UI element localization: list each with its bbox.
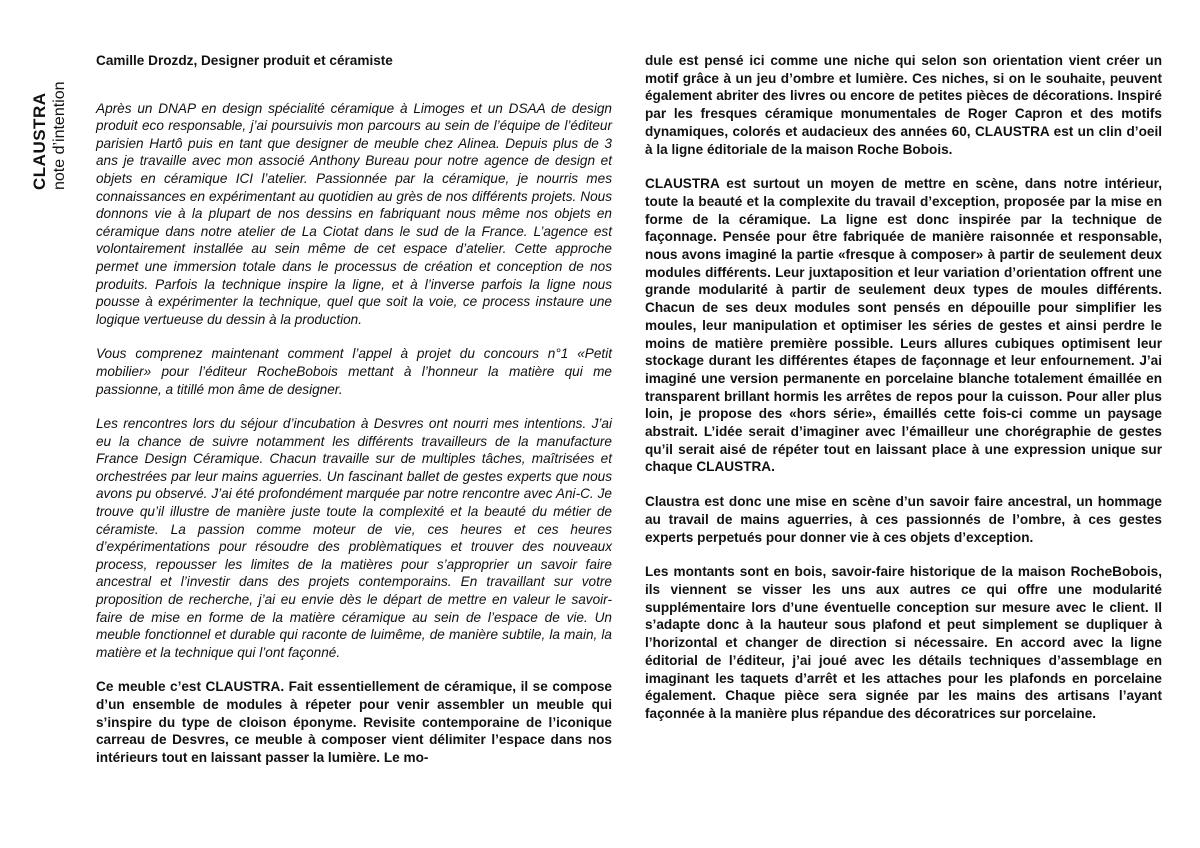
document-title: CLAUSTRA [30,92,49,190]
left-paragraph-desvres: Les rencontres lors du séjour d’incubation à Desvres ont nourri mes intentions. J’ai eu la chance de suivre notamment les différents travailleurs de la manufacture France Design Céramique. Chacun travaille sur de multiples tâches, maîtrisées et orchestrées par leur mains aguerries. Un fascinant ballet de gestes experts que nous avons pu observé. J’ai été profondément marquée par notre rencontre avec Ani-C. Je trouve qu’il illustre de manière juste toute la complexité et la beauté du métier de céramiste. La passion comme moteur de vie, ces heures et ces heures d’expérimentations pour résoudre des problèmatiques et trouver des nouveaux process, repousser les limites de la matières pour s’approprier un savoir faire ancestral et l’investir dans des projets contemporains. En travaillant sur votre proposition de recherche, j’ai eu envie dès le départ de mettre en valeur le savoir-faire de mise en forme de la matière céramique au sein de l’espace de vie. Un meuble fonctionnel et durable qui raconte de luimême, de manière subtile, la main, la matière et la technique qui l’ont façonné. [96,416,612,660]
right-paragraph-wood: Les montants sont en bois, savoir-faire historique de la maison RocheBobois, ils viennent se visser les uns aux autres ce qui offre une modularité supplémentaire lors d’une éventuelle conception sur mesure avec le client. Il s’adapte donc à la hauteur sous plafond et peut simplement se dupliquer à l’horizontal et changer de direction si nécessaire. En accord avec la ligne éditorial de l’éditeur, j’ai joué avec les détails techniques d’assemblage en imaginant les taquets d’arrêt et les attaches pour les plafonds en porcelaine également. Chaque pièce sera signée par les mains des artisans l’ayant façonnée à la manière plus répandue des décoratrices sur porcelaine. [645,564,1162,721]
right-paragraph-module: dule est pensé ici comme une niche qui selon son orientation vient créer un motif grâce à un jeu d’ombre et lumière. Ces niches, si on le souhaite, peuvent également abriter des livres ou encore de petites pièces de décorations. Inspiré par les fresques céramique monumentales de Roger Capron et des motifs dynamiques, colorés et audacieux des années 60, CLAUSTRA est un clin d’oeil à la ligne éditoriale de la maison Roche Bobois. [645,53,1162,157]
left-paragraph-claustra-intro: Ce meuble c’est CLAUSTRA. Fait essentiellement de céramique, il se compose d’un ensemble de modules à répeter pour venir assembler un meuble qui s’inspire du type de cloison éponyme. Revisite contemporaine de l’iconique carreau de Desvres, ce meuble à composer vient délimiter l’espace dans nos intérieurs tout en laissant passer la lumière. Le mo- [96,679,612,765]
right-paragraph-staging: CLAUSTRA est surtout un moyen de mettre en scène, dans notre intérieur, toute la beauté et la complexite du travail d’exception, proposée par la mise en forme de la céramique. La ligne est donc inspirée par la technique de façonnage. Pensée pour être fabriquée de manière raisonnée et responsable, nous avons imaginé la partie «fresque à composer» à partir de seulement deux modules différents. Leur juxtaposition et leur variation d’orientation offrent une grande modularité à partir de seulement deux types de moules différents. Chacun de ses deux modules sont pensés en dépouille pour simplifier les moules, leur manipulation et optimiser les séries de gestes et ainsi perdre le moins de matière première possible. Leurs allures cubiques optimisent leur stockage durant les différentes étapes de façonnage et leur enfournement. J’ai imaginé une version permanente en porcelaine blanche totalement émaillée en transparent brillant hormis les arrêtes de repos pour la cuisson. Pour aller plus loin, je propose des «hors série», émaillés cette fois-ci comme un paysage abstrait. L’idée serait d’imaginer avec l’émailleur une chorégraphie de gestes qu’il serait aisé de répéter tout en laissant place à une expression unique sur chaque CLAUSTRA. [645,176,1162,475]
left-column [96,52,612,783]
left-paragraph-background: Après un DNAP en design spécialité céramique à Limoges et un DSAA de design produit eco responsable, j’ai poursuivis mon parcours au sein de l’équipe de l’éditeur parisien Hartô puis en tant que designer de meuble chez Alinea. Depuis plus de 3 ans je travaille avec mon associé Anthony Bureau pour notre agence de design et objets en céramique ICI l’atelier. Passionnée par la céramique, je nourris mes connaissances en expérimentant au quotidien au grès de nos différents projets. Nous donnons vie à la plupart de nos dessins en fabriquant nous même nos objets en céramique dans notre atelier de La Ciotat dans le sud de la France. L’agence est volontairement installée au sein même de cet espace d’atelier. Cette approche permet une immersion totale dans le processus de création et conception de nos produits. Parfois la technique inspire la ligne, et à l’inverse parfois la ligne nous pousse à expérimenter la technique, quel que soit la voie, ce process instaure une logique vertueuse du dessin à la production. [96,100,612,327]
right-column [645,52,1162,740]
side-label [30,50,80,210]
left-paragraph-competition: Vous comprenez maintenant comment l’appel à projet du concours n°1 «Petit mobilier» pour l’éditeur RocheBobois mettant à l’honneur la matière qui me passionne, a titillé mon âme de designer. [96,346,612,397]
right-paragraph-heritage: Claustra est donc une mise en scène d’un savoir faire ancestral, un hommage au travail de mains aguerries, à ces passionnés de l’ombre, à ces gestes experts perpetués pour donner vie à ces objets d’exception. [645,494,1162,545]
author-heading: Camille Drozdz, Designer produit et céramiste [96,53,393,68]
side-label-rotated [30,50,70,190]
document-subtitle: note d’intention [51,81,68,190]
